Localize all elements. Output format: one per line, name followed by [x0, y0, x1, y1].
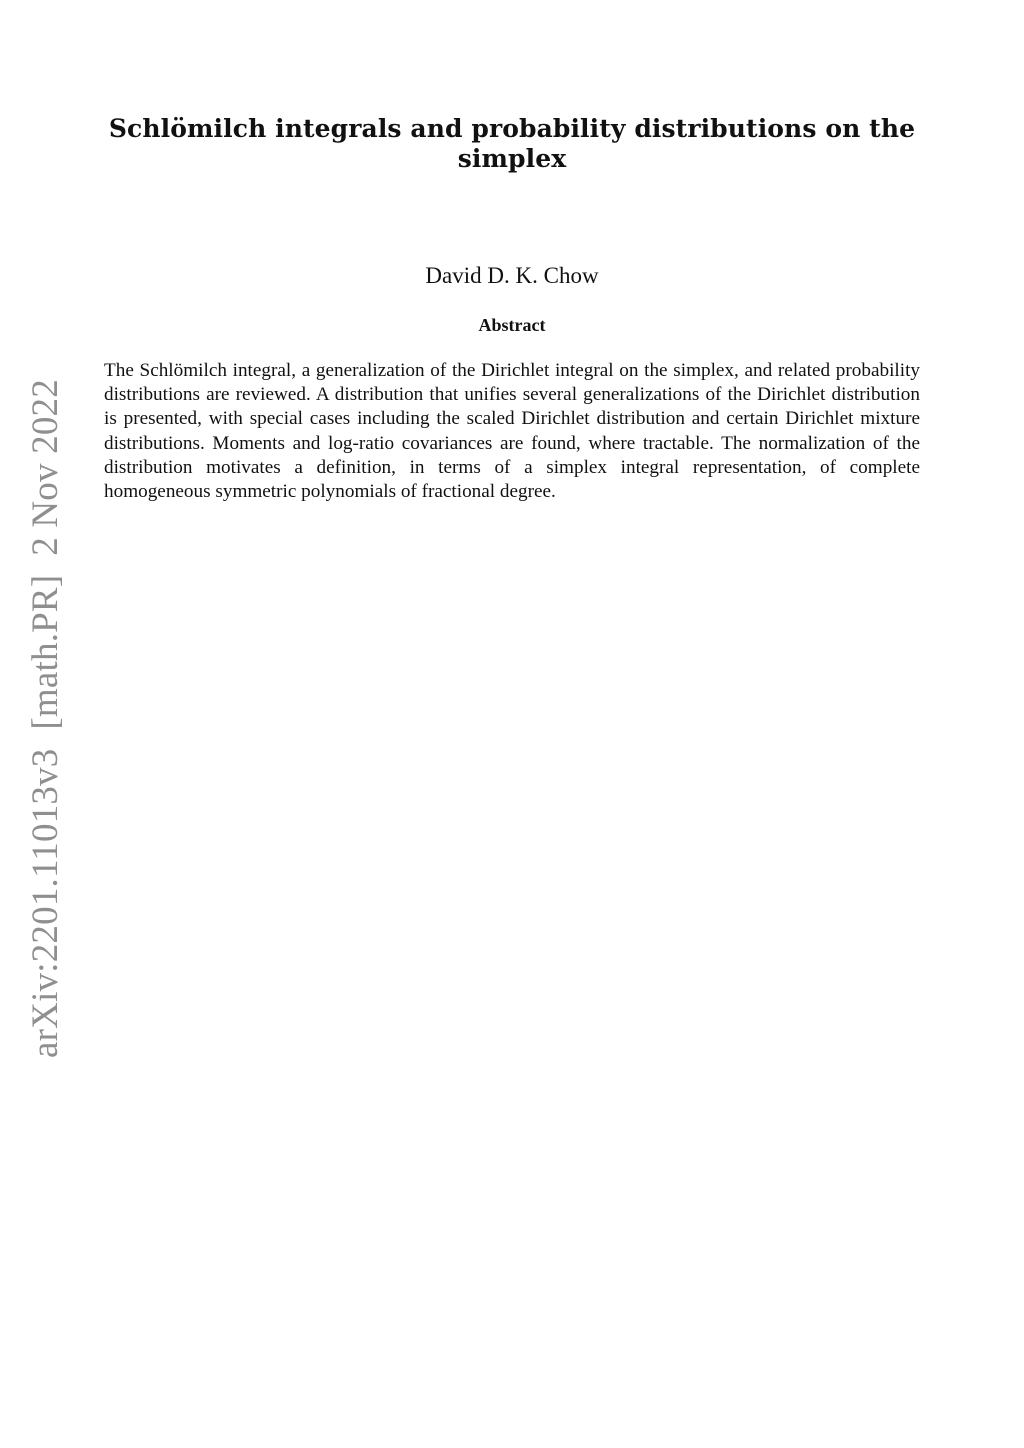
paper-title: Schlömilch integrals and probability distributions on the simplex: [108, 114, 916, 173]
abstract-heading: Abstract: [478, 315, 546, 335]
arxiv-identifier-stamp: arXiv:2201.11013v3 [math.PR] 2 Nov 2022: [25, 379, 66, 1058]
abstract-text: The Schlömilch integral, a generalization of the Dirichlet integral on the simplex, and related probability distributions are reviewed. A distribution that unifies several generalizations of the Dirichlet distribution is presented, with special cases including the scaled Dirichlet distribution and certain Dirichlet mixture distributions. Moments and log-ratio covariances are found, where tractable. The normalization of the distribution motivates a definition, in terms of a simplex integral representation, of complete homogeneous symmetric polynomials of fractional degree.: [104, 360, 920, 503]
paper-author: David D. K. Chow: [425, 263, 599, 288]
